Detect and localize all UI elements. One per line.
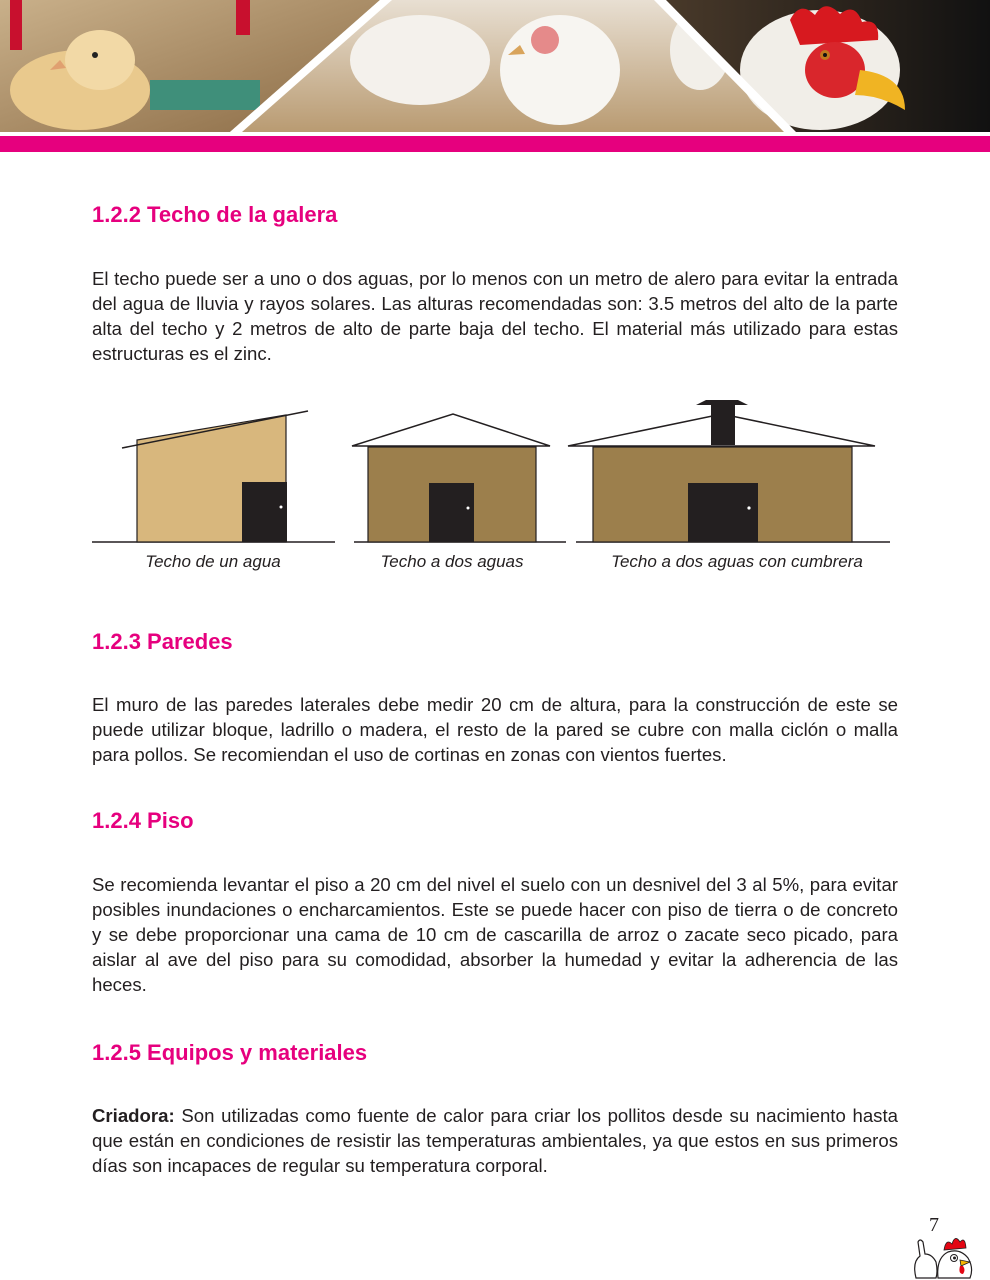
page-number: 7 bbox=[929, 1214, 939, 1236]
house-ridge-vent bbox=[568, 400, 890, 542]
door-icon bbox=[688, 483, 758, 542]
section-text-equipos bbox=[92, 1103, 898, 1178]
caption-single-slope: Techo de un agua bbox=[145, 552, 281, 571]
section-text-techo: El techo puede ser a uno o dos aguas, por lo menos con un metro de alero para evitar la entrada del agua de lluvia y rayos solares. Las alturas recomendadas son: 3.5 metros del alto de la parte alta del techo y 2 metros de alto de parte baja del techo. El material más utilizado para estas estructuras es el zinc. bbox=[92, 268, 898, 364]
section-title-equipos: 1.2.5 Equipos y materiales bbox=[92, 1040, 368, 1065]
caption-two-slopes: Techo a dos aguas bbox=[380, 552, 524, 571]
poultry-photo-banner bbox=[0, 0, 990, 152]
rooster-mascot-icon bbox=[908, 1228, 980, 1280]
criadora-description: Son utilizadas como fuente de calor para criar los pollitos desde su nacimiento hasta que están en condiciones de resistir las temperaturas ambientales, ya que estos en sus primeros días son incapaces de regular su temperatura corporal. bbox=[92, 1105, 898, 1176]
door-icon bbox=[429, 483, 474, 542]
section-title-techo: 1.2.2 Techo de la galera bbox=[92, 202, 338, 227]
house-two-slopes bbox=[352, 414, 566, 542]
term-criadora: Criadora: bbox=[92, 1105, 175, 1126]
section-title-piso: 1.2.4 Piso bbox=[92, 808, 194, 833]
ridge-vent-icon bbox=[711, 405, 735, 445]
header-banner bbox=[0, 0, 990, 152]
caption-ridge-vent: Techo a dos aguas con cumbrera bbox=[611, 552, 863, 571]
door-icon bbox=[242, 482, 287, 542]
house-single-slope bbox=[92, 411, 335, 542]
section-text-piso: Se recomienda levantar el piso a 20 cm del nivel el suelo con un desnivel del 3 al 5%, para evitar posibles inundaciones o encharcamientos. Este se puede hacer con piso de tierra o de concreto y se debe proporcionar una cama de 10 cm de cascarilla de arroz o zacate seco picado, para aislar al ave del piso para su comodidad, absorber la humedad y evitar la adherencia de las heces. bbox=[92, 874, 898, 995]
section-text-paredes: El muro de las paredes laterales debe medir 20 cm de altura, para la construcción de este se puede utilizar bloque, ladrillo o madera, el resto de la pared se cubre con malla ciclón o malla para pollos. Se recomiendan el uso de cortinas en zonas con vientos fuertes. bbox=[92, 694, 898, 765]
section-title-paredes: 1.2.3 Paredes bbox=[92, 629, 233, 654]
